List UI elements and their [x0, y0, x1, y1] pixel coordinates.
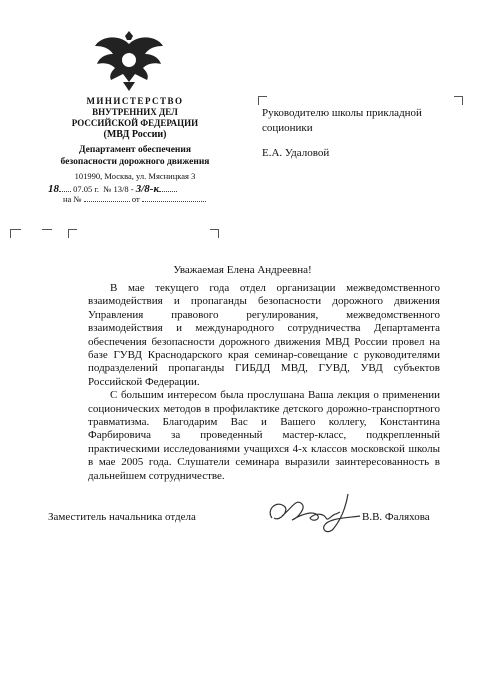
corner-mark — [258, 96, 267, 105]
department-heading — [55, 144, 215, 168]
addressee-line2: соционики — [262, 122, 313, 134]
addressee-name: Е.А. Удаловой — [262, 147, 330, 159]
mvd-eagle-emblem-icon — [93, 30, 165, 92]
corner-mark — [210, 229, 219, 238]
ref-na-label: на № — [63, 194, 82, 204]
dept-line1: Департамент обеспечения — [78, 145, 192, 155]
signatory-position: Заместитель начальника отдела — [48, 511, 196, 523]
reg-no-printed: 13/8 - — [113, 184, 134, 194]
corner-mark — [454, 96, 463, 105]
corner-mark — [68, 229, 77, 238]
letter-paragraph-1: В мае текущего года отдел организации межведомственного взаимодействия и пропаганды безопасности дорожного движения Управления правового регулирования, межведомственного взаимодействия и международного сотрудничества Департамента обеспечения безопасности дорожного движения МВД России провел на базе ГУВД Краснодарского края семинар-совещание с руководителями подразделений пропаганды ГИБДД МВД, ГУВД, УВД субъектов Российской Федерации. — [88, 282, 440, 388]
ministry-line1: МИНИСТЕРСТВО — [86, 96, 184, 106]
ministry-line2: ВНУТРЕННИХ ДЕЛ — [92, 107, 178, 117]
signatory-name: В.В. Фаляхова — [362, 511, 430, 523]
reg-day: 18 — [48, 183, 59, 195]
ministry-line4: (МВД России) — [103, 129, 167, 140]
letter-body — [88, 282, 440, 483]
reg-no-label: № — [103, 184, 112, 194]
corner-mark — [42, 229, 52, 230]
ref-ot-label: от — [131, 194, 140, 204]
reg-no-hand: 3/8-к — [135, 183, 160, 195]
corner-mark — [10, 229, 21, 238]
ministry-line3: РОССИЙСКОЙ ФЕДЕРАЦИИ — [71, 118, 199, 128]
reg-date: 07.05 г. — [73, 184, 100, 194]
signature-icon — [262, 488, 362, 538]
reference-line — [63, 194, 206, 204]
letter-greeting: Уважаемая Елена Андреевна! — [173, 264, 312, 276]
ministry-heading — [55, 96, 215, 140]
dept-line2: безопасности дорожного движения — [60, 157, 210, 167]
addressee-line1: Руководителю школы прикладной — [262, 107, 422, 119]
sender-address: 101990, Москва, ул. Мясницкая 3 — [74, 171, 196, 181]
letter-paragraph-2: С большим интересом была прослушана Ваша лекция о применении соционических методов в профилактике детского дорожно-транспортного травматизма. Благодарим Вас и Вашего коллегу, Константина Фарбировича за проведенный мастер-класс, подкрепленный практическими исследованиями учащихся 4-х классов московской школы в мае 2005 года. Слушатели семинара выразили заинтересованность в дальнейшем сотрудничестве. — [88, 389, 440, 482]
addressee-block — [262, 106, 422, 161]
